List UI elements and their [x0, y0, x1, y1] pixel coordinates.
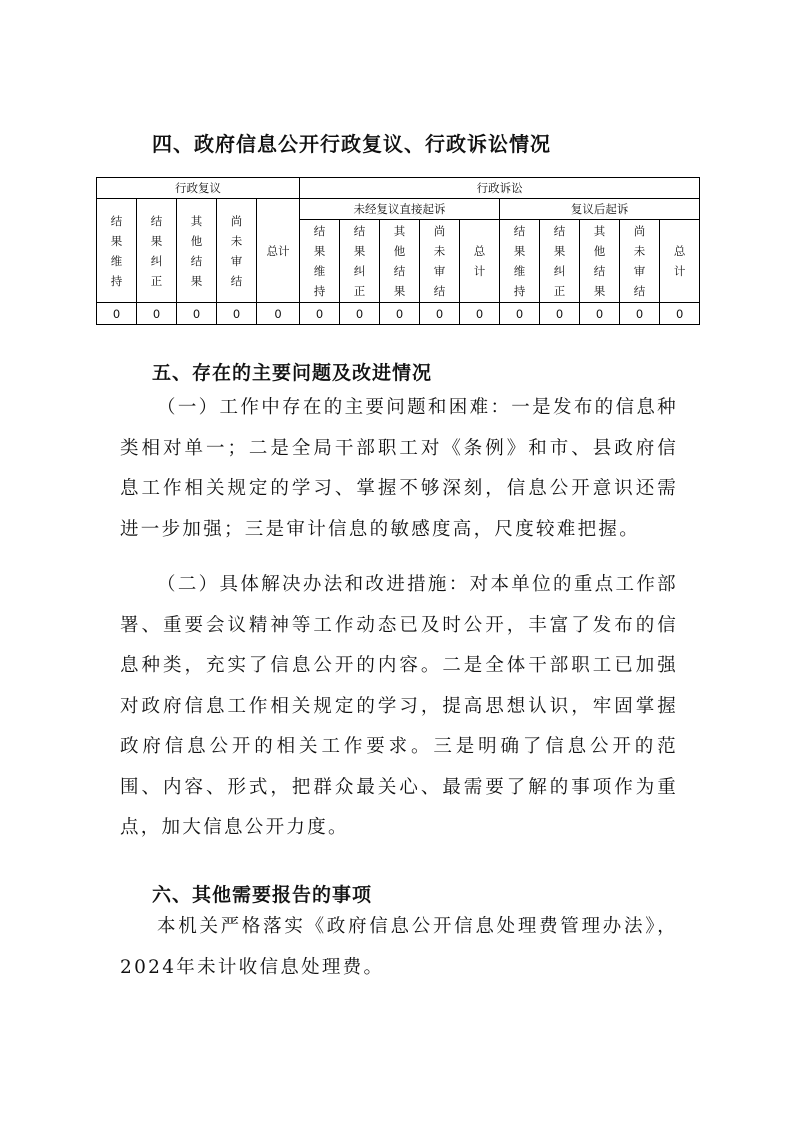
table-cell: 0 [300, 303, 340, 325]
table-cell: 0 [340, 303, 380, 325]
table-cell: 0 [137, 303, 177, 325]
after-corrected-header: 结果纠正 [540, 220, 580, 303]
section6-paragraph: 本机关严格落实《政府信息公开信息处理费管理办法》，2024年未计收信息处理费。 [120, 916, 678, 978]
after-review-header: 复议后起诉 [500, 199, 700, 220]
table-cell: 0 [620, 303, 660, 325]
after-pending-header: 尚未审结 [620, 220, 660, 303]
section4-heading: 四、政府信息公开行政复议、行政诉讼情况 [152, 132, 551, 156]
table-cell: 0 [177, 303, 217, 325]
table-cell: 0 [580, 303, 620, 325]
review-corrected-header: 结果纠正 [137, 199, 177, 303]
review-upheld-header: 结果维持 [97, 199, 137, 303]
direct-other-header: 其他结果 [380, 220, 420, 303]
direct-corrected-header: 结果纠正 [340, 220, 380, 303]
section5-heading: 五、存在的主要问题及改进情况 [152, 362, 433, 384]
table-cell: 0 [460, 303, 500, 325]
review-header: 行政复议 [97, 178, 300, 199]
table-cell: 0 [217, 303, 257, 325]
section5-paragraph-2: （二）具体解决办法和改进措施：对本单位的重点工作部署、重要会议精神等工作动态已及时公开，丰富了发布的信息种类，充实了信息公开的内容。二是全体干部职工已加强对政府信息工作相关规定的学习，提高思想认识，牢固掌握政府信息公开的相关工作要求。三是明确了信息公开的范围、内容、形式，把群众最关心、最需要了解的事项作为重点，加大信息公开力度。 [120, 574, 678, 838]
review-other-header: 其他结果 [177, 199, 217, 303]
direct-pending-header: 尚未审结 [420, 220, 460, 303]
after-upheld-header: 结果维持 [500, 220, 540, 303]
direct-suit-header: 未经复议直接起诉 [300, 199, 500, 220]
review-litigation-table [96, 177, 700, 325]
litigation-header: 行政诉讼 [300, 178, 700, 199]
table-row [97, 303, 700, 325]
section5-paragraph-1: （一）工作中存在的主要问题和困难：一是发布的信息种类相对单一；二是全局干部职工对《条例》和市、县政府信息工作相关规定的学习、掌握不够深刻，信息公开意识还需进一步加强；三是审计信息的敏感度高，尺度较难把握。 [120, 397, 678, 540]
table-cell: 0 [257, 303, 300, 325]
table-cell: 0 [97, 303, 137, 325]
direct-total-header: 总计 [460, 220, 500, 303]
section6-heading: 六、其他需要报告的事项 [152, 884, 373, 906]
direct-upheld-header: 结果维持 [300, 220, 340, 303]
table-cell: 0 [540, 303, 580, 325]
after-total-header: 总计 [660, 220, 700, 303]
review-pending-header: 尚未审结 [217, 199, 257, 303]
after-other-header: 其他结果 [580, 220, 620, 303]
table-cell: 0 [380, 303, 420, 325]
table-cell: 0 [500, 303, 540, 325]
table-cell: 0 [420, 303, 460, 325]
table-cell: 0 [660, 303, 700, 325]
review-total-header: 总计 [257, 199, 300, 303]
